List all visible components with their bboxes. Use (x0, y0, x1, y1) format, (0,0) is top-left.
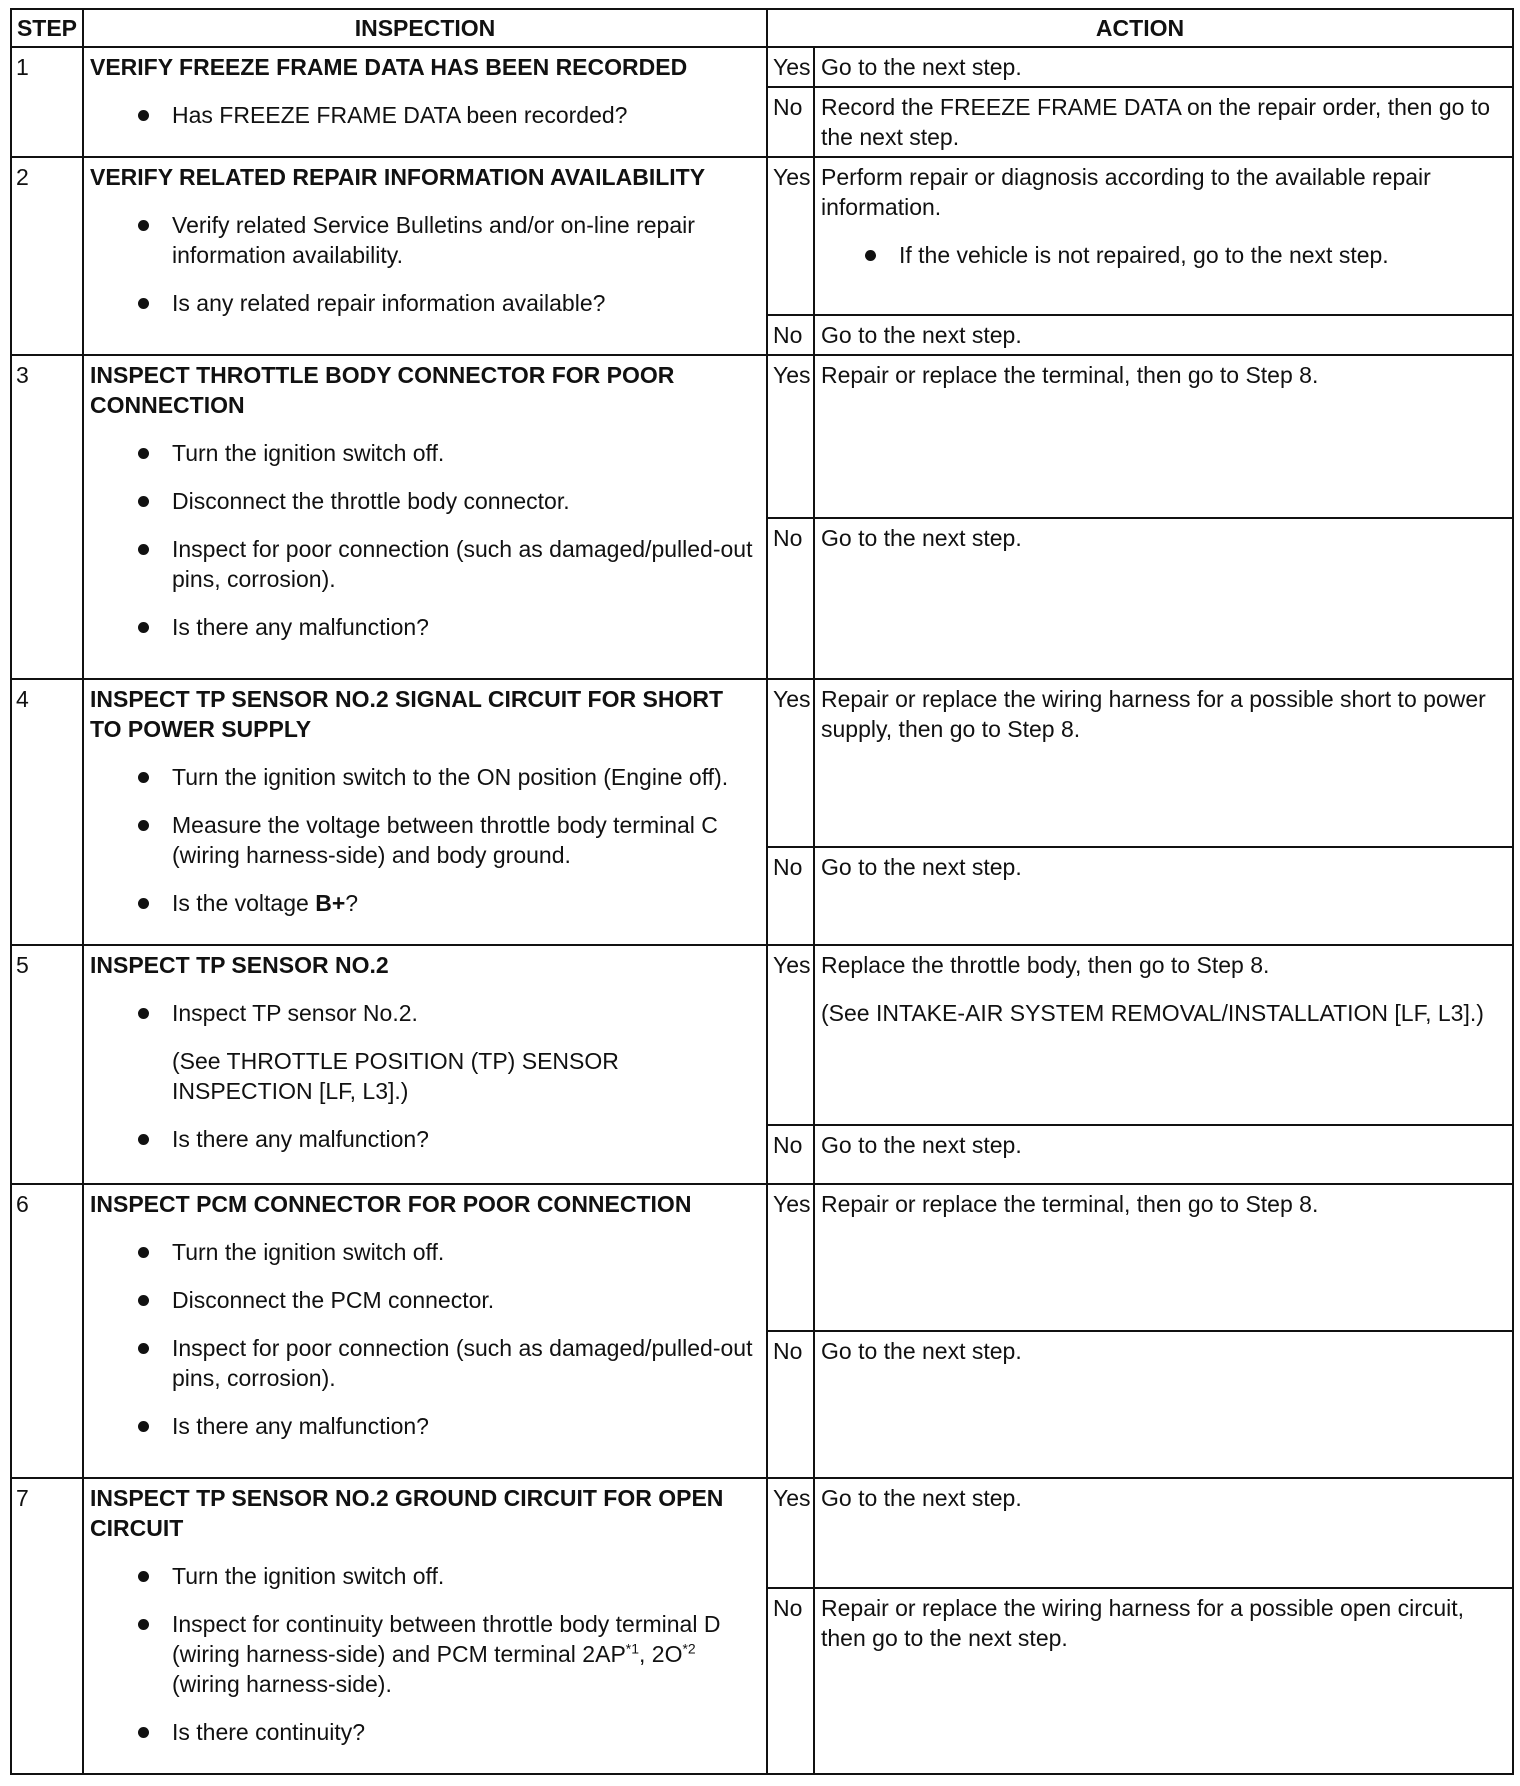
bullet-text: Is the voltage (172, 890, 316, 916)
bullet-item: Turn the ignition switch off. (90, 1237, 760, 1267)
step-number: 6 (11, 1184, 83, 1478)
footnote-marker: *1 (625, 1640, 640, 1657)
no-action: Go to the next step. (814, 847, 1513, 945)
step-inspection (83, 1478, 767, 1774)
step-title: INSPECT TP SENSOR NO.2 (90, 952, 389, 978)
no-label: No (767, 1331, 814, 1478)
reference-link[interactable]: (See THROTTLE POSITION (TP) SENSOR INSPECTION [LF, L3].) (172, 1048, 619, 1104)
yes-action: Repair or replace the wiring harness for a possible short to power supply, then go to Step 8. (814, 679, 1513, 847)
step-title: INSPECT PCM CONNECTOR FOR POOR CONNECTION (90, 1191, 692, 1217)
bullet-item: Disconnect the PCM connector. (90, 1285, 760, 1315)
bullet-text: (wiring harness-side). (172, 1671, 392, 1697)
bullet-item: Is there any malfunction? (90, 612, 760, 642)
header-row (11, 9, 1513, 47)
step-number: 2 (11, 157, 83, 355)
footnote-marker: *2 (682, 1640, 696, 1657)
yes-action: Perform repair or diagnosis according to the available repair information. (821, 164, 1431, 220)
yes-action: Repair or replace the terminal, then go to Step 8. (814, 355, 1513, 518)
header-inspection: INSPECTION (83, 9, 767, 47)
bullet-item (90, 998, 760, 1106)
yes-label: Yes (767, 47, 814, 87)
yes-action: Replace the throttle body, then go to Step 8. (821, 952, 1270, 978)
yes-label: Yes (767, 945, 814, 1125)
bullet-list (90, 438, 760, 642)
diagnostic-table (10, 8, 1514, 1775)
no-label: No (767, 87, 814, 157)
step-6-yes-row (11, 1184, 1513, 1331)
step-3-yes-row (11, 355, 1513, 518)
step-inspection (83, 157, 767, 355)
step-title: VERIFY RELATED REPAIR INFORMATION AVAILABILITY (90, 164, 706, 190)
bullet-item: Inspect for poor connection (such as damaged/pulled-out pins, corrosion). (90, 534, 760, 594)
step-number: 4 (11, 679, 83, 945)
no-action: Go to the next step. (814, 518, 1513, 679)
bullet-item: Measure the voltage between throttle body terminal C (wiring harness-side) and body ground. (90, 810, 760, 870)
yes-action-cell (814, 157, 1513, 315)
yes-label: Yes (767, 679, 814, 847)
bullet-text: Inspect for continuity between throttle body terminal D (wiring harness-side) and PCM terminal 2AP (172, 1611, 721, 1667)
step-number: 5 (11, 945, 83, 1184)
step-inspection (83, 47, 767, 157)
bullet-list (90, 1561, 760, 1747)
bullet-item: Has FREEZE FRAME DATA been recorded? (90, 100, 760, 130)
no-label: No (767, 315, 814, 355)
bullet-text: ? (345, 890, 359, 916)
no-action: Go to the next step. (814, 315, 1513, 355)
yes-action-cell (814, 945, 1513, 1125)
yes-sub-bullet: If the vehicle is not repaired, go to the next step. (821, 240, 1506, 270)
header-step: STEP (11, 9, 83, 47)
yes-label: Yes (767, 1478, 814, 1588)
bullet-text: Inspect TP sensor No.2. (172, 1000, 418, 1026)
step-number: 1 (11, 47, 83, 157)
step-5-yes-row (11, 945, 1513, 1125)
step-4-yes-row (11, 679, 1513, 847)
bullet-list (90, 210, 760, 318)
bullet-item: Inspect for poor connection (such as damaged/pulled-out pins, corrosion). (90, 1333, 760, 1393)
bullet-item (90, 888, 760, 918)
bullet-list (90, 998, 760, 1154)
bullet-item: Is any related repair information available? (90, 288, 760, 318)
no-label: No (767, 1125, 814, 1184)
step-7-yes-row (11, 1478, 1513, 1588)
bullet-list (90, 1237, 760, 1441)
bullet-list (90, 100, 760, 130)
step-2-yes-row (11, 157, 1513, 315)
bullet-item: Turn the ignition switch off. (90, 1561, 760, 1591)
bullet-item: Turn the ignition switch off. (90, 438, 760, 468)
step-number: 7 (11, 1478, 83, 1774)
header-action: ACTION (767, 9, 1513, 47)
bullet-item: Disconnect the throttle body connector. (90, 486, 760, 516)
yes-label: Yes (767, 157, 814, 315)
voltage-value: B+ (315, 890, 346, 916)
no-label: No (767, 847, 814, 945)
step-title: VERIFY FREEZE FRAME DATA HAS BEEN RECORDED (90, 54, 688, 80)
no-action: Go to the next step. (814, 1125, 1513, 1184)
step-title: INSPECT THROTTLE BODY CONNECTOR FOR POOR CONNECTION (90, 362, 675, 418)
yes-label: Yes (767, 355, 814, 518)
step-1-yes-row (11, 47, 1513, 87)
no-label: No (767, 518, 814, 679)
yes-label: Yes (767, 1184, 814, 1331)
yes-action: Repair or replace the terminal, then go to Step 8. (814, 1184, 1513, 1331)
no-label: No (767, 1588, 814, 1774)
step-inspection (83, 945, 767, 1184)
bullet-list (90, 762, 760, 918)
bullet-item: Is there continuity? (90, 1717, 760, 1747)
bullet-text: , 2O (639, 1641, 683, 1667)
step-title: INSPECT TP SENSOR NO.2 GROUND CIRCUIT FOR OPEN CIRCUIT (90, 1485, 724, 1541)
bullet-item: Is there any malfunction? (90, 1124, 760, 1154)
no-action: Record the FREEZE FRAME DATA on the repair order, then go to the next step. (814, 87, 1513, 157)
bullet-item (90, 1609, 760, 1699)
yes-action: Go to the next step. (814, 1478, 1513, 1588)
bullet-item: Turn the ignition switch to the ON position (Engine off). (90, 762, 760, 792)
no-action: Go to the next step. (814, 1331, 1513, 1478)
yes-action: Go to the next step. (814, 47, 1513, 87)
bullet-item: Is there any malfunction? (90, 1411, 760, 1441)
step-inspection (83, 679, 767, 945)
step-inspection (83, 1184, 767, 1478)
no-action: Repair or replace the wiring harness for a possible open circuit, then go to the next step. (814, 1588, 1513, 1774)
step-inspection (83, 355, 767, 679)
bullet-item: Verify related Service Bulletins and/or on-line repair information availability. (90, 210, 760, 270)
reference-link[interactable]: (See INTAKE-AIR SYSTEM REMOVAL/INSTALLATION [LF, L3].) (821, 1000, 1484, 1026)
step-number: 3 (11, 355, 83, 679)
step-title: INSPECT TP SENSOR NO.2 SIGNAL CIRCUIT FOR SHORT TO POWER SUPPLY (90, 686, 723, 742)
